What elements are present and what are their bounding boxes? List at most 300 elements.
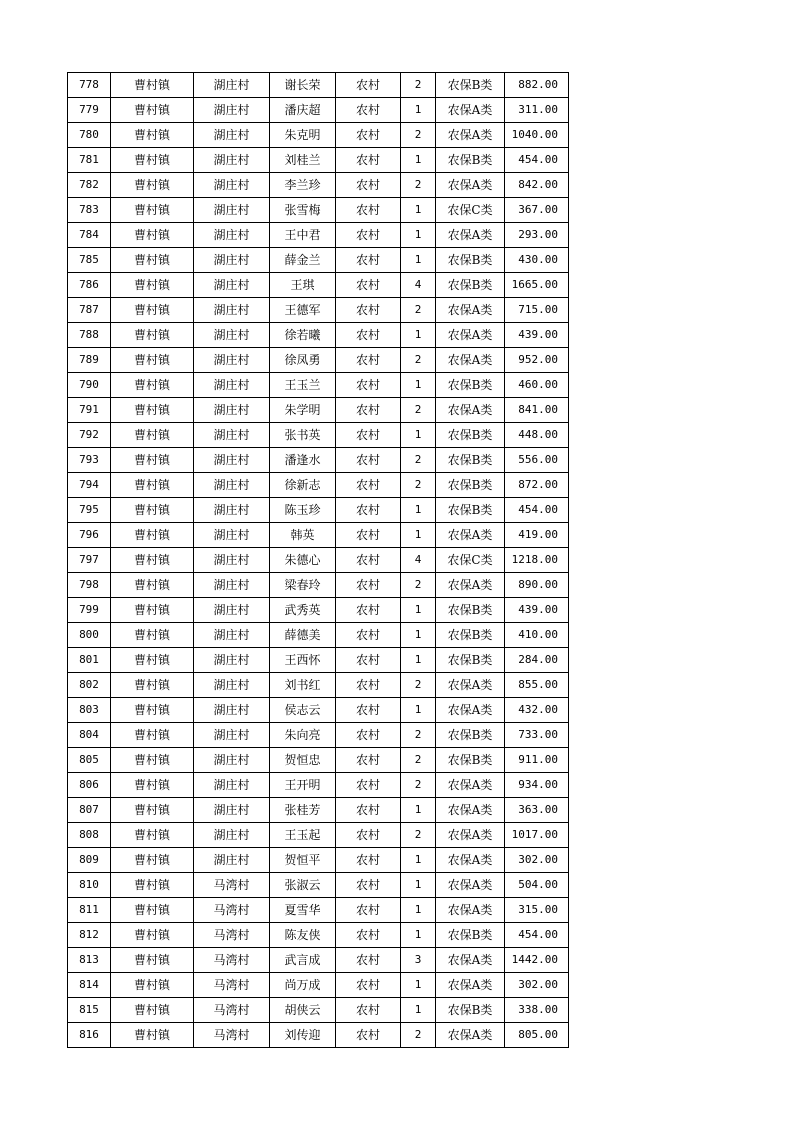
amount-cell: 1017.00 [505,823,569,848]
table-row [68,548,569,573]
village-cell: 马湾村 [194,898,270,923]
amount-cell: 715.00 [505,298,569,323]
table-row [68,948,569,973]
household-type-cell: 农村 [336,898,401,923]
insurance-category-cell: 农保B类 [436,998,505,1023]
table-row [68,848,569,873]
village-cell: 湖庄村 [194,248,270,273]
insurance-category-cell: 农保A类 [436,573,505,598]
town-cell: 曹村镇 [111,123,194,148]
household-type-cell: 农村 [336,123,401,148]
insurance-category-cell: 农保A类 [436,398,505,423]
village-cell: 湖庄村 [194,698,270,723]
table-row [68,448,569,473]
row-number-cell: 809 [68,848,111,873]
insurance-category-cell: 农保A类 [436,698,505,723]
row-number-cell: 811 [68,898,111,923]
table-row [68,498,569,523]
amount-cell: 430.00 [505,248,569,273]
row-number-cell: 807 [68,798,111,823]
name-cell: 贺恒忠 [270,748,336,773]
amount-cell: 1218.00 [505,548,569,573]
town-cell: 曹村镇 [111,873,194,898]
insurance-category-cell: 农保A类 [436,523,505,548]
amount-cell: 311.00 [505,98,569,123]
town-cell: 曹村镇 [111,623,194,648]
member-count-cell: 1 [401,698,436,723]
town-cell: 曹村镇 [111,923,194,948]
row-number-cell: 804 [68,723,111,748]
amount-cell: 1040.00 [505,123,569,148]
town-cell: 曹村镇 [111,323,194,348]
member-count-cell: 2 [401,773,436,798]
name-cell: 朱德心 [270,548,336,573]
member-count-cell: 4 [401,548,436,573]
town-cell: 曹村镇 [111,898,194,923]
row-number-cell: 805 [68,748,111,773]
amount-cell: 439.00 [505,323,569,348]
household-type-cell: 农村 [336,298,401,323]
row-number-cell: 794 [68,473,111,498]
household-type-cell: 农村 [336,948,401,973]
household-type-cell: 农村 [336,73,401,98]
insurance-category-cell: 农保A类 [436,798,505,823]
insurance-category-cell: 农保A类 [436,173,505,198]
name-cell: 胡侠云 [270,998,336,1023]
insurance-category-cell: 农保B类 [436,598,505,623]
amount-cell: 454.00 [505,498,569,523]
insurance-category-cell: 农保A类 [436,1023,505,1048]
table-row [68,873,569,898]
village-cell: 马湾村 [194,998,270,1023]
household-type-cell: 农村 [336,423,401,448]
name-cell: 徐新志 [270,473,336,498]
village-cell: 湖庄村 [194,148,270,173]
member-count-cell: 2 [401,73,436,98]
household-type-cell: 农村 [336,398,401,423]
member-count-cell: 1 [401,898,436,923]
name-cell: 薛金兰 [270,248,336,273]
household-type-cell: 农村 [336,498,401,523]
amount-cell: 841.00 [505,398,569,423]
insurance-category-cell: 农保B类 [436,923,505,948]
amount-cell: 293.00 [505,223,569,248]
table-row [68,223,569,248]
village-cell: 湖庄村 [194,98,270,123]
member-count-cell: 2 [401,473,436,498]
member-count-cell: 1 [401,248,436,273]
insurance-category-cell: 农保A类 [436,673,505,698]
table-row [68,248,569,273]
amount-cell: 419.00 [505,523,569,548]
table-row [68,823,569,848]
table-row [68,173,569,198]
household-type-cell: 农村 [336,623,401,648]
household-type-cell: 农村 [336,873,401,898]
household-type-cell: 农村 [336,373,401,398]
member-count-cell: 1 [401,148,436,173]
member-count-cell: 3 [401,948,436,973]
town-cell: 曹村镇 [111,773,194,798]
insurance-category-cell: 农保B类 [436,273,505,298]
name-cell: 张桂芳 [270,798,336,823]
insurance-category-cell: 农保A类 [436,773,505,798]
town-cell: 曹村镇 [111,373,194,398]
row-number-cell: 795 [68,498,111,523]
household-type-cell: 农村 [336,698,401,723]
name-cell: 陈友侠 [270,923,336,948]
row-number-cell: 808 [68,823,111,848]
row-number-cell: 806 [68,773,111,798]
town-cell: 曹村镇 [111,423,194,448]
row-number-cell: 802 [68,673,111,698]
member-count-cell: 1 [401,623,436,648]
table-row [68,373,569,398]
row-number-cell: 800 [68,623,111,648]
name-cell: 徐凤勇 [270,348,336,373]
amount-cell: 439.00 [505,598,569,623]
member-count-cell: 2 [401,723,436,748]
village-cell: 湖庄村 [194,548,270,573]
insurance-category-cell: 农保C类 [436,548,505,573]
member-count-cell: 1 [401,848,436,873]
name-cell: 张雪梅 [270,198,336,223]
row-number-cell: 801 [68,648,111,673]
village-cell: 湖庄村 [194,373,270,398]
amount-cell: 454.00 [505,148,569,173]
village-cell: 马湾村 [194,973,270,998]
town-cell: 曹村镇 [111,398,194,423]
village-cell: 湖庄村 [194,223,270,248]
member-count-cell: 2 [401,573,436,598]
village-cell: 马湾村 [194,923,270,948]
town-cell: 曹村镇 [111,448,194,473]
household-type-cell: 农村 [336,523,401,548]
insurance-category-cell: 农保A类 [436,873,505,898]
insurance-category-cell: 农保B类 [436,423,505,448]
table-row [68,973,569,998]
amount-cell: 504.00 [505,873,569,898]
household-type-cell: 农村 [336,923,401,948]
row-number-cell: 815 [68,998,111,1023]
table-row [68,798,569,823]
member-count-cell: 2 [401,298,436,323]
village-cell: 湖庄村 [194,323,270,348]
name-cell: 王玉兰 [270,373,336,398]
village-cell: 湖庄村 [194,848,270,873]
row-number-cell: 787 [68,298,111,323]
household-type-cell: 农村 [336,98,401,123]
row-number-cell: 786 [68,273,111,298]
amount-cell: 842.00 [505,173,569,198]
member-count-cell: 2 [401,823,436,848]
member-count-cell: 1 [401,498,436,523]
name-cell: 武言成 [270,948,336,973]
row-number-cell: 812 [68,923,111,948]
insurance-category-cell: 农保A类 [436,848,505,873]
village-cell: 湖庄村 [194,198,270,223]
town-cell: 曹村镇 [111,273,194,298]
name-cell: 朱克明 [270,123,336,148]
household-type-cell: 农村 [336,473,401,498]
amount-cell: 302.00 [505,973,569,998]
table-row [68,573,569,598]
town-cell: 曹村镇 [111,198,194,223]
village-cell: 湖庄村 [194,573,270,598]
member-count-cell: 1 [401,973,436,998]
village-cell: 马湾村 [194,873,270,898]
name-cell: 潘庆超 [270,98,336,123]
name-cell: 王中君 [270,223,336,248]
member-count-cell: 2 [401,173,436,198]
town-cell: 曹村镇 [111,98,194,123]
town-cell: 曹村镇 [111,298,194,323]
row-number-cell: 793 [68,448,111,473]
insurance-category-cell: 农保A类 [436,823,505,848]
household-type-cell: 农村 [336,723,401,748]
table-row [68,773,569,798]
row-number-cell: 813 [68,948,111,973]
village-cell: 湖庄村 [194,598,270,623]
town-cell: 曹村镇 [111,948,194,973]
amount-cell: 952.00 [505,348,569,373]
town-cell: 曹村镇 [111,748,194,773]
member-count-cell: 1 [401,873,436,898]
household-type-cell: 农村 [336,273,401,298]
table-row [68,648,569,673]
name-cell: 侯志云 [270,698,336,723]
member-count-cell: 1 [401,798,436,823]
member-count-cell: 1 [401,373,436,398]
name-cell: 梁春玲 [270,573,336,598]
name-cell: 刘书红 [270,673,336,698]
name-cell: 李兰珍 [270,173,336,198]
town-cell: 曹村镇 [111,523,194,548]
name-cell: 陈玉珍 [270,498,336,523]
town-cell: 曹村镇 [111,173,194,198]
member-count-cell: 1 [401,223,436,248]
village-cell: 湖庄村 [194,123,270,148]
household-type-cell: 农村 [336,998,401,1023]
member-count-cell: 2 [401,348,436,373]
name-cell: 朱学明 [270,398,336,423]
member-count-cell: 1 [401,998,436,1023]
row-number-cell: 792 [68,423,111,448]
town-cell: 曹村镇 [111,673,194,698]
table-row [68,123,569,148]
table-row [68,423,569,448]
village-cell: 湖庄村 [194,623,270,648]
amount-cell: 556.00 [505,448,569,473]
row-number-cell: 798 [68,573,111,598]
insurance-category-cell: 农保B类 [436,623,505,648]
row-number-cell: 780 [68,123,111,148]
name-cell: 潘逢水 [270,448,336,473]
name-cell: 张书英 [270,423,336,448]
insurance-category-cell: 农保B类 [436,473,505,498]
amount-cell: 882.00 [505,73,569,98]
town-cell: 曹村镇 [111,498,194,523]
household-type-cell: 农村 [336,148,401,173]
insurance-category-cell: 农保A类 [436,348,505,373]
name-cell: 夏雪华 [270,898,336,923]
village-cell: 湖庄村 [194,523,270,548]
amount-cell: 855.00 [505,673,569,698]
amount-cell: 284.00 [505,648,569,673]
row-number-cell: 788 [68,323,111,348]
household-type-cell: 农村 [336,323,401,348]
row-number-cell: 797 [68,548,111,573]
household-type-cell: 农村 [336,198,401,223]
household-type-cell: 农村 [336,848,401,873]
row-number-cell: 803 [68,698,111,723]
village-cell: 湖庄村 [194,173,270,198]
town-cell: 曹村镇 [111,573,194,598]
insurance-category-cell: 农保B类 [436,248,505,273]
town-cell: 曹村镇 [111,148,194,173]
town-cell: 曹村镇 [111,648,194,673]
table-row [68,198,569,223]
insurance-category-cell: 农保C类 [436,198,505,223]
town-cell: 曹村镇 [111,598,194,623]
household-type-cell: 农村 [336,448,401,473]
name-cell: 王开明 [270,773,336,798]
table-row [68,673,569,698]
village-cell: 湖庄村 [194,798,270,823]
member-count-cell: 1 [401,323,436,348]
row-number-cell: 781 [68,148,111,173]
member-count-cell: 1 [401,648,436,673]
town-cell: 曹村镇 [111,973,194,998]
name-cell: 王玉起 [270,823,336,848]
row-number-cell: 785 [68,248,111,273]
table-row [68,1023,569,1048]
amount-cell: 911.00 [505,748,569,773]
household-type-cell: 农村 [336,823,401,848]
member-count-cell: 1 [401,423,436,448]
member-count-cell: 4 [401,273,436,298]
row-number-cell: 778 [68,73,111,98]
name-cell: 贺恒平 [270,848,336,873]
member-count-cell: 2 [401,448,436,473]
village-cell: 湖庄村 [194,298,270,323]
name-cell: 薛德美 [270,623,336,648]
insurance-category-cell: 农保A类 [436,298,505,323]
household-type-cell: 农村 [336,673,401,698]
table-row [68,698,569,723]
row-number-cell: 799 [68,598,111,623]
town-cell: 曹村镇 [111,473,194,498]
member-count-cell: 2 [401,748,436,773]
town-cell: 曹村镇 [111,823,194,848]
village-cell: 湖庄村 [194,448,270,473]
household-type-cell: 农村 [336,648,401,673]
village-cell: 湖庄村 [194,773,270,798]
insurance-category-cell: 农保A类 [436,123,505,148]
name-cell: 王琪 [270,273,336,298]
amount-cell: 367.00 [505,198,569,223]
row-number-cell: 783 [68,198,111,223]
name-cell: 王德军 [270,298,336,323]
benefit-table [67,72,569,1048]
village-cell: 湖庄村 [194,673,270,698]
row-number-cell: 810 [68,873,111,898]
amount-cell: 460.00 [505,373,569,398]
amount-cell: 448.00 [505,423,569,448]
insurance-category-cell: 农保A类 [436,948,505,973]
household-type-cell: 农村 [336,773,401,798]
row-number-cell: 790 [68,373,111,398]
insurance-category-cell: 农保B类 [436,73,505,98]
row-number-cell: 782 [68,173,111,198]
member-count-cell: 1 [401,98,436,123]
amount-cell: 432.00 [505,698,569,723]
name-cell: 刘传迎 [270,1023,336,1048]
village-cell: 湖庄村 [194,723,270,748]
town-cell: 曹村镇 [111,548,194,573]
row-number-cell: 791 [68,398,111,423]
table-row [68,73,569,98]
table-row [68,748,569,773]
insurance-category-cell: 农保A类 [436,223,505,248]
household-type-cell: 农村 [336,348,401,373]
village-cell: 湖庄村 [194,498,270,523]
name-cell: 韩英 [270,523,336,548]
insurance-category-cell: 农保B类 [436,373,505,398]
village-cell: 湖庄村 [194,823,270,848]
town-cell: 曹村镇 [111,848,194,873]
town-cell: 曹村镇 [111,223,194,248]
member-count-cell: 1 [401,198,436,223]
household-type-cell: 农村 [336,748,401,773]
amount-cell: 1442.00 [505,948,569,973]
amount-cell: 302.00 [505,848,569,873]
village-cell: 湖庄村 [194,398,270,423]
row-number-cell: 796 [68,523,111,548]
row-number-cell: 816 [68,1023,111,1048]
member-count-cell: 1 [401,523,436,548]
member-count-cell: 2 [401,1023,436,1048]
table-row [68,298,569,323]
town-cell: 曹村镇 [111,723,194,748]
name-cell: 谢长荣 [270,73,336,98]
amount-cell: 872.00 [505,473,569,498]
household-type-cell: 农村 [336,573,401,598]
table-row [68,998,569,1023]
row-number-cell: 784 [68,223,111,248]
household-type-cell: 农村 [336,548,401,573]
town-cell: 曹村镇 [111,1023,194,1048]
amount-cell: 338.00 [505,998,569,1023]
name-cell: 武秀英 [270,598,336,623]
amount-cell: 410.00 [505,623,569,648]
member-count-cell: 1 [401,923,436,948]
amount-cell: 805.00 [505,1023,569,1048]
name-cell: 朱向亮 [270,723,336,748]
village-cell: 马湾村 [194,1023,270,1048]
village-cell: 湖庄村 [194,348,270,373]
amount-cell: 1665.00 [505,273,569,298]
member-count-cell: 2 [401,673,436,698]
amount-cell: 363.00 [505,798,569,823]
town-cell: 曹村镇 [111,998,194,1023]
insurance-category-cell: 农保A类 [436,898,505,923]
row-number-cell: 779 [68,98,111,123]
household-type-cell: 农村 [336,223,401,248]
household-type-cell: 农村 [336,1023,401,1048]
household-type-cell: 农村 [336,798,401,823]
insurance-category-cell: 农保B类 [436,648,505,673]
